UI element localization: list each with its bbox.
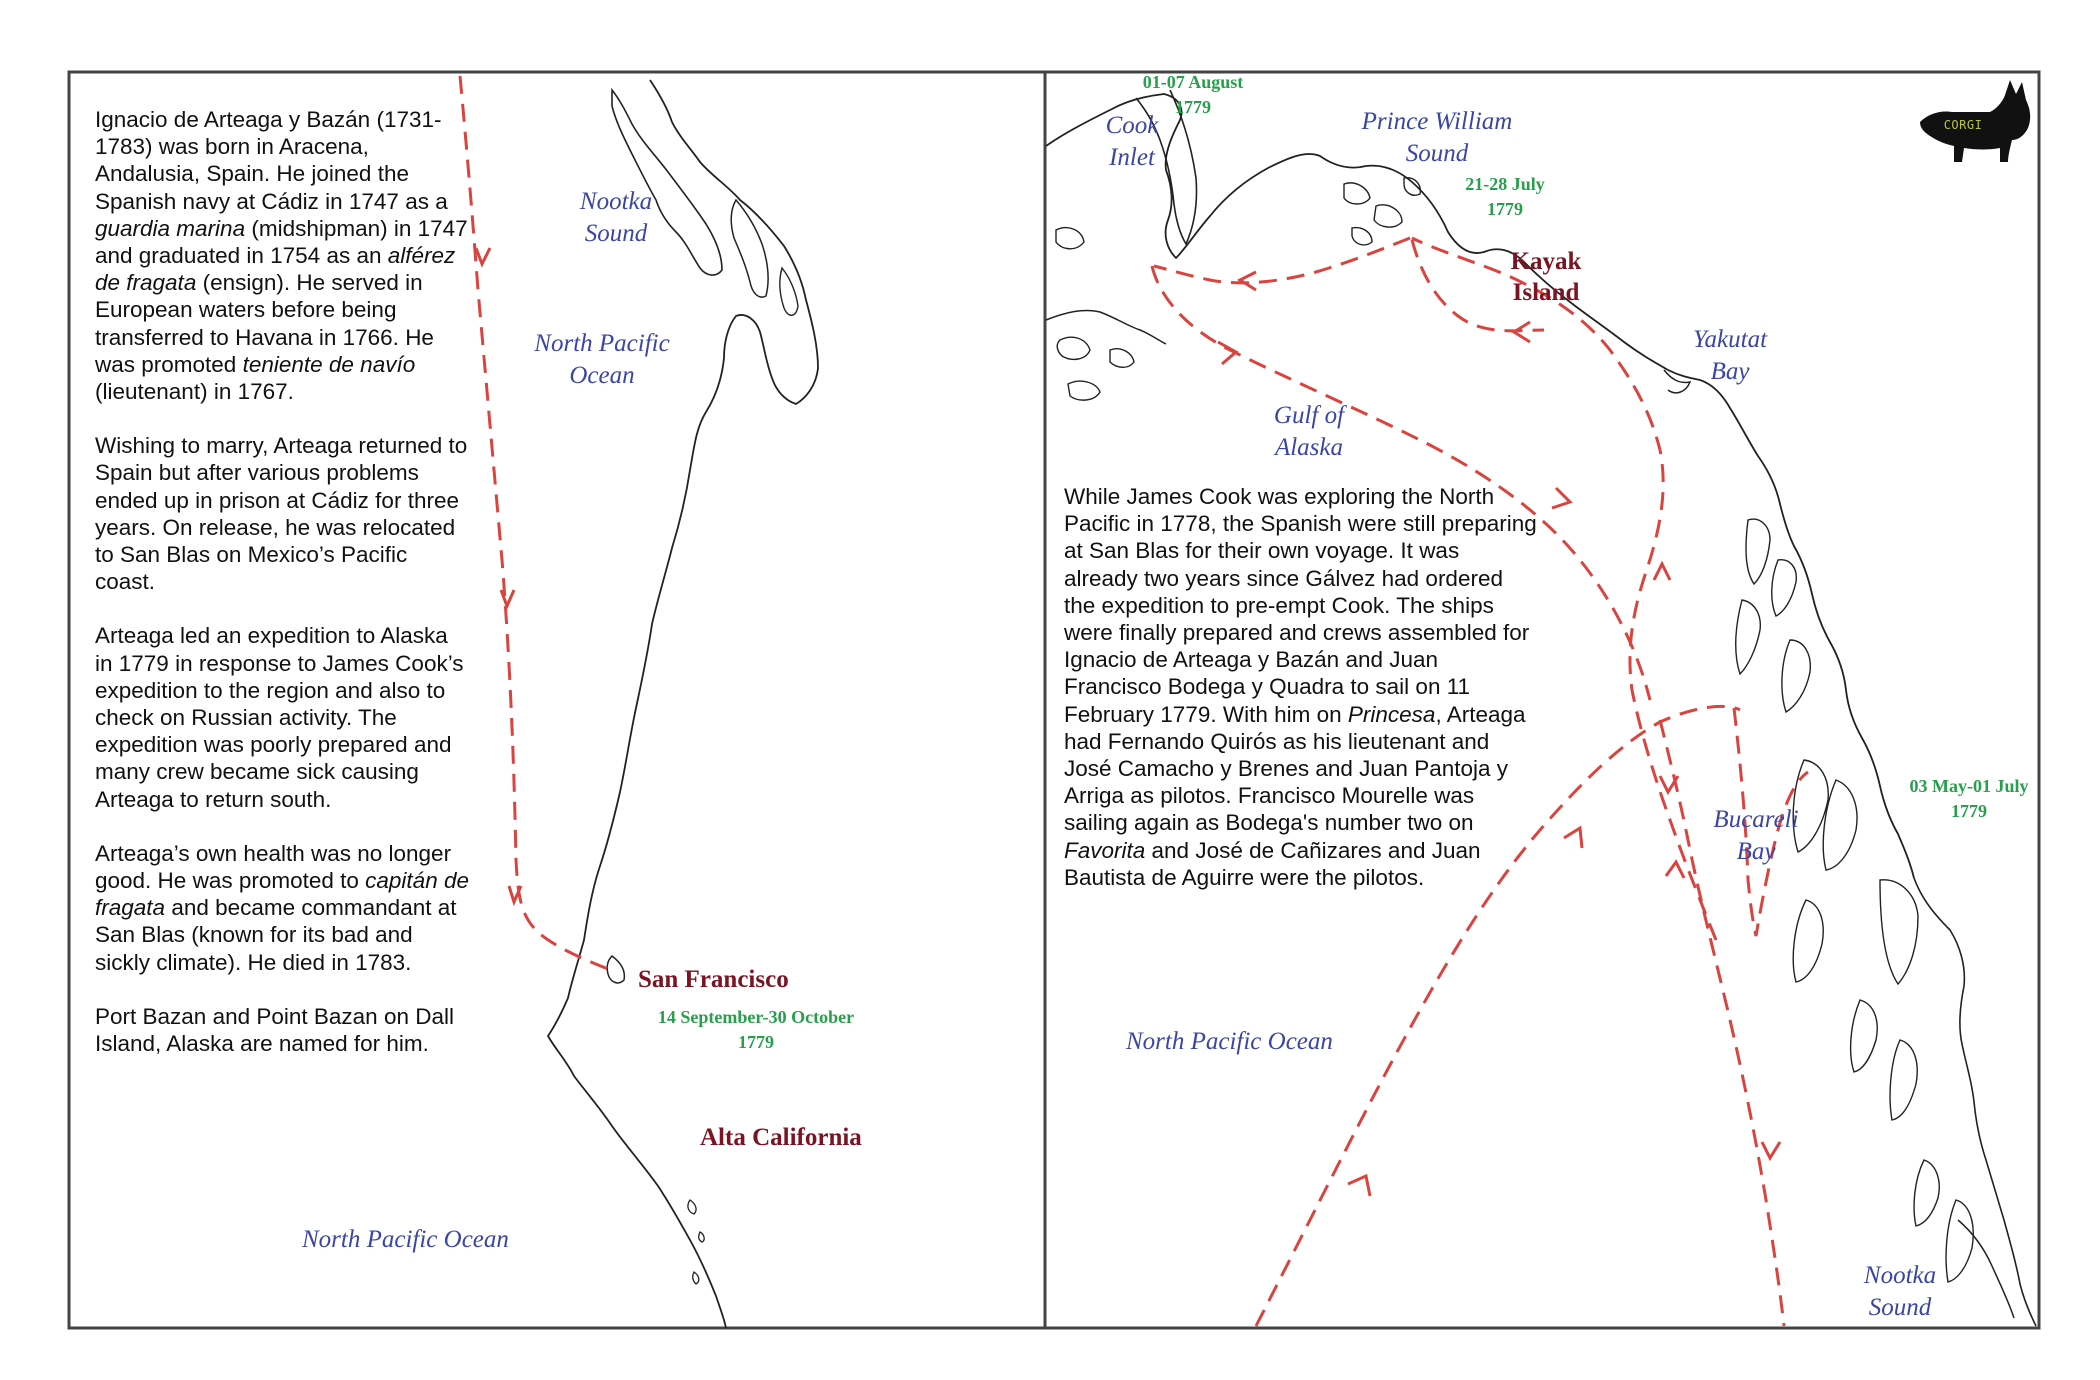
route-cook-to-gulf-arrow-2: [1552, 488, 1570, 508]
text-segment: Port Bazan and Point Bazan on Dall Island, Alaska are named for him.: [95, 1003, 454, 1057]
left-panel-paragraph-2: [95, 432, 470, 595]
label-bucareli-dates-year: 1779: [1951, 801, 1987, 821]
left-panel-paragraph-5: [95, 1003, 470, 1057]
text-segment: and became commandant at San Blas (known for its bad and sickly climate). He died in 1783.: [95, 895, 457, 975]
text-segment: While James Cook was exploring the North Pacific in 1778, the Spanish were still preparing at San Blas for their own voyage. It was already two years since Gálvez had ordered the expedition to pre-empt Cook. The ships were finally prepared and crews assembled for Ignacio de Arteaga y Bazán and Juan Francisco Bodega y Quadra to sail on 11 February 1779. With him on: [1064, 484, 1537, 727]
label-sf-dates-range: 14 September-30 October: [657, 1007, 855, 1027]
corgi-logo-text: CORGI: [1943, 118, 1983, 132]
label-nootka-sound-right: Nootka Sound: [1863, 1262, 1937, 1321]
text-segment: Arteaga led an expedition to Alaska in 1779 in response to James Cook’s expedition to the region and also to check on Russian activity. The expedition was poorly prepared and many crew became sick causing Arteaga to return south.: [95, 623, 464, 812]
route-pws-to-cook: [1154, 238, 1410, 283]
text-segment: Wishing to marry, Arteaga returned to Spain but after various problems ended up in prison at Cádiz for three years. On release, he was relocated to San Blas on Mexico’s Pacific coast.: [95, 433, 468, 595]
route-outbound-arrow-2: [1564, 828, 1582, 848]
text-segment: , Arteaga had Fernando Quirós as his lieutenant and José Camacho y Brenes and Juan Pantoja y Arriga as pilotos. Francisco Mourelle was sailing again as Bodega's number two on: [1064, 701, 1526, 836]
route-southbound-arrow-2: [1762, 1142, 1780, 1158]
southeast-mainland: [1914, 878, 2036, 1326]
route-bucareli-return-arrow: [1666, 862, 1684, 878]
label-north-pacific-ocean-lower: North Pacific Ocean: [302, 1226, 509, 1253]
left-panel-paragraph-3: [95, 622, 470, 812]
route-pws-to-cook-arrow: [1240, 272, 1256, 290]
italic-term: Favorita: [1064, 837, 1146, 863]
label-cook-dates-year: 1779: [1175, 97, 1211, 117]
label-pws-dates-year: 1779: [1487, 199, 1523, 219]
left-route-arrow-1: [476, 248, 490, 264]
label-san-francisco: San Francisco: [638, 966, 789, 993]
southeast-archipelago: [1736, 519, 1973, 1282]
label-bucareli-bay: Bucareli Bay: [1713, 806, 1799, 865]
italic-term: guardia marina: [95, 215, 246, 241]
text-segment: (ensign). He served in European waters before being transferred to Havana in 1766. He was promoted: [95, 270, 434, 377]
pws-islands: [1344, 178, 1420, 245]
label-north-pacific-ocean-right: North Pacific Ocean: [1126, 1028, 1333, 1055]
text-segment: (lieutenant) in 1767.: [95, 379, 294, 405]
left-panel-paragraph-4: [95, 840, 470, 976]
label-cook-dates-range: 01-07 August: [1142, 72, 1244, 92]
route-cook-to-gulf-arrow-1: [1218, 342, 1236, 364]
italic-term: teniente de navío: [242, 351, 416, 377]
label-bucareli-dates-range: 03 May-01 July: [1909, 776, 2029, 796]
label-pws-dates: [1450, 172, 1560, 222]
left-panel-paragraph-1: [95, 106, 470, 405]
italic-term: Princesa: [1347, 701, 1436, 727]
west-islands: [1056, 228, 1134, 400]
left-route-arrow-2: [501, 590, 514, 606]
label-yakutat-bay: Yakutat Bay: [1692, 326, 1768, 385]
italic-term: capitán de fragata: [95, 868, 469, 921]
sf-bay: [607, 956, 624, 983]
text-segment: and José de Cañizares and Juan Bautista de Aguirre were the pilotos.: [1064, 837, 1481, 890]
route-north-up-arrow: [1654, 564, 1670, 580]
left-island: [731, 200, 768, 297]
route-outbound-arrow-1: [1348, 1176, 1370, 1196]
label-kayak-island: Kayak Island: [1510, 248, 1582, 306]
italic-term: alférez de fragata: [95, 243, 456, 296]
label-bucareli-dates: [1894, 774, 2044, 824]
text-segment: Arteaga’s own health was no longer good. He was promoted to: [95, 840, 452, 894]
label-gulf-of-alaska: Gulf of Alaska: [1273, 402, 1345, 461]
right-panel-paragraph-1: [1064, 483, 1539, 891]
label-prince-william-sound: Prince William Sound: [1361, 108, 1513, 167]
label-north-pacific-ocean-upper: North Pacific Ocean: [534, 330, 670, 389]
vancouver-island-north: [1958, 1220, 2014, 1318]
label-sf-dates: [640, 1005, 872, 1055]
text-segment: (midshipman) in 1747 and graduated in 1754 as an: [95, 215, 468, 269]
left-island-2: [780, 268, 798, 315]
label-sf-dates-year: 1779: [738, 1032, 774, 1052]
left-biography-text: [95, 106, 470, 1057]
text-segment: Ignacio de Arteaga y Bazán (1731-1783) was born in Aracena, Andalusia, Spain. He joined the Spanish navy at Cádiz in 1747 as a: [95, 107, 448, 214]
label-cook-inlet: Cook Inlet: [1105, 112, 1159, 171]
label-nootka-sound-left: Nootka Sound: [579, 188, 653, 247]
right-expedition-text: [1064, 483, 1539, 891]
label-pws-dates-range: 21-28 July: [1465, 174, 1545, 194]
label-alta-california: Alta California: [700, 1124, 862, 1151]
